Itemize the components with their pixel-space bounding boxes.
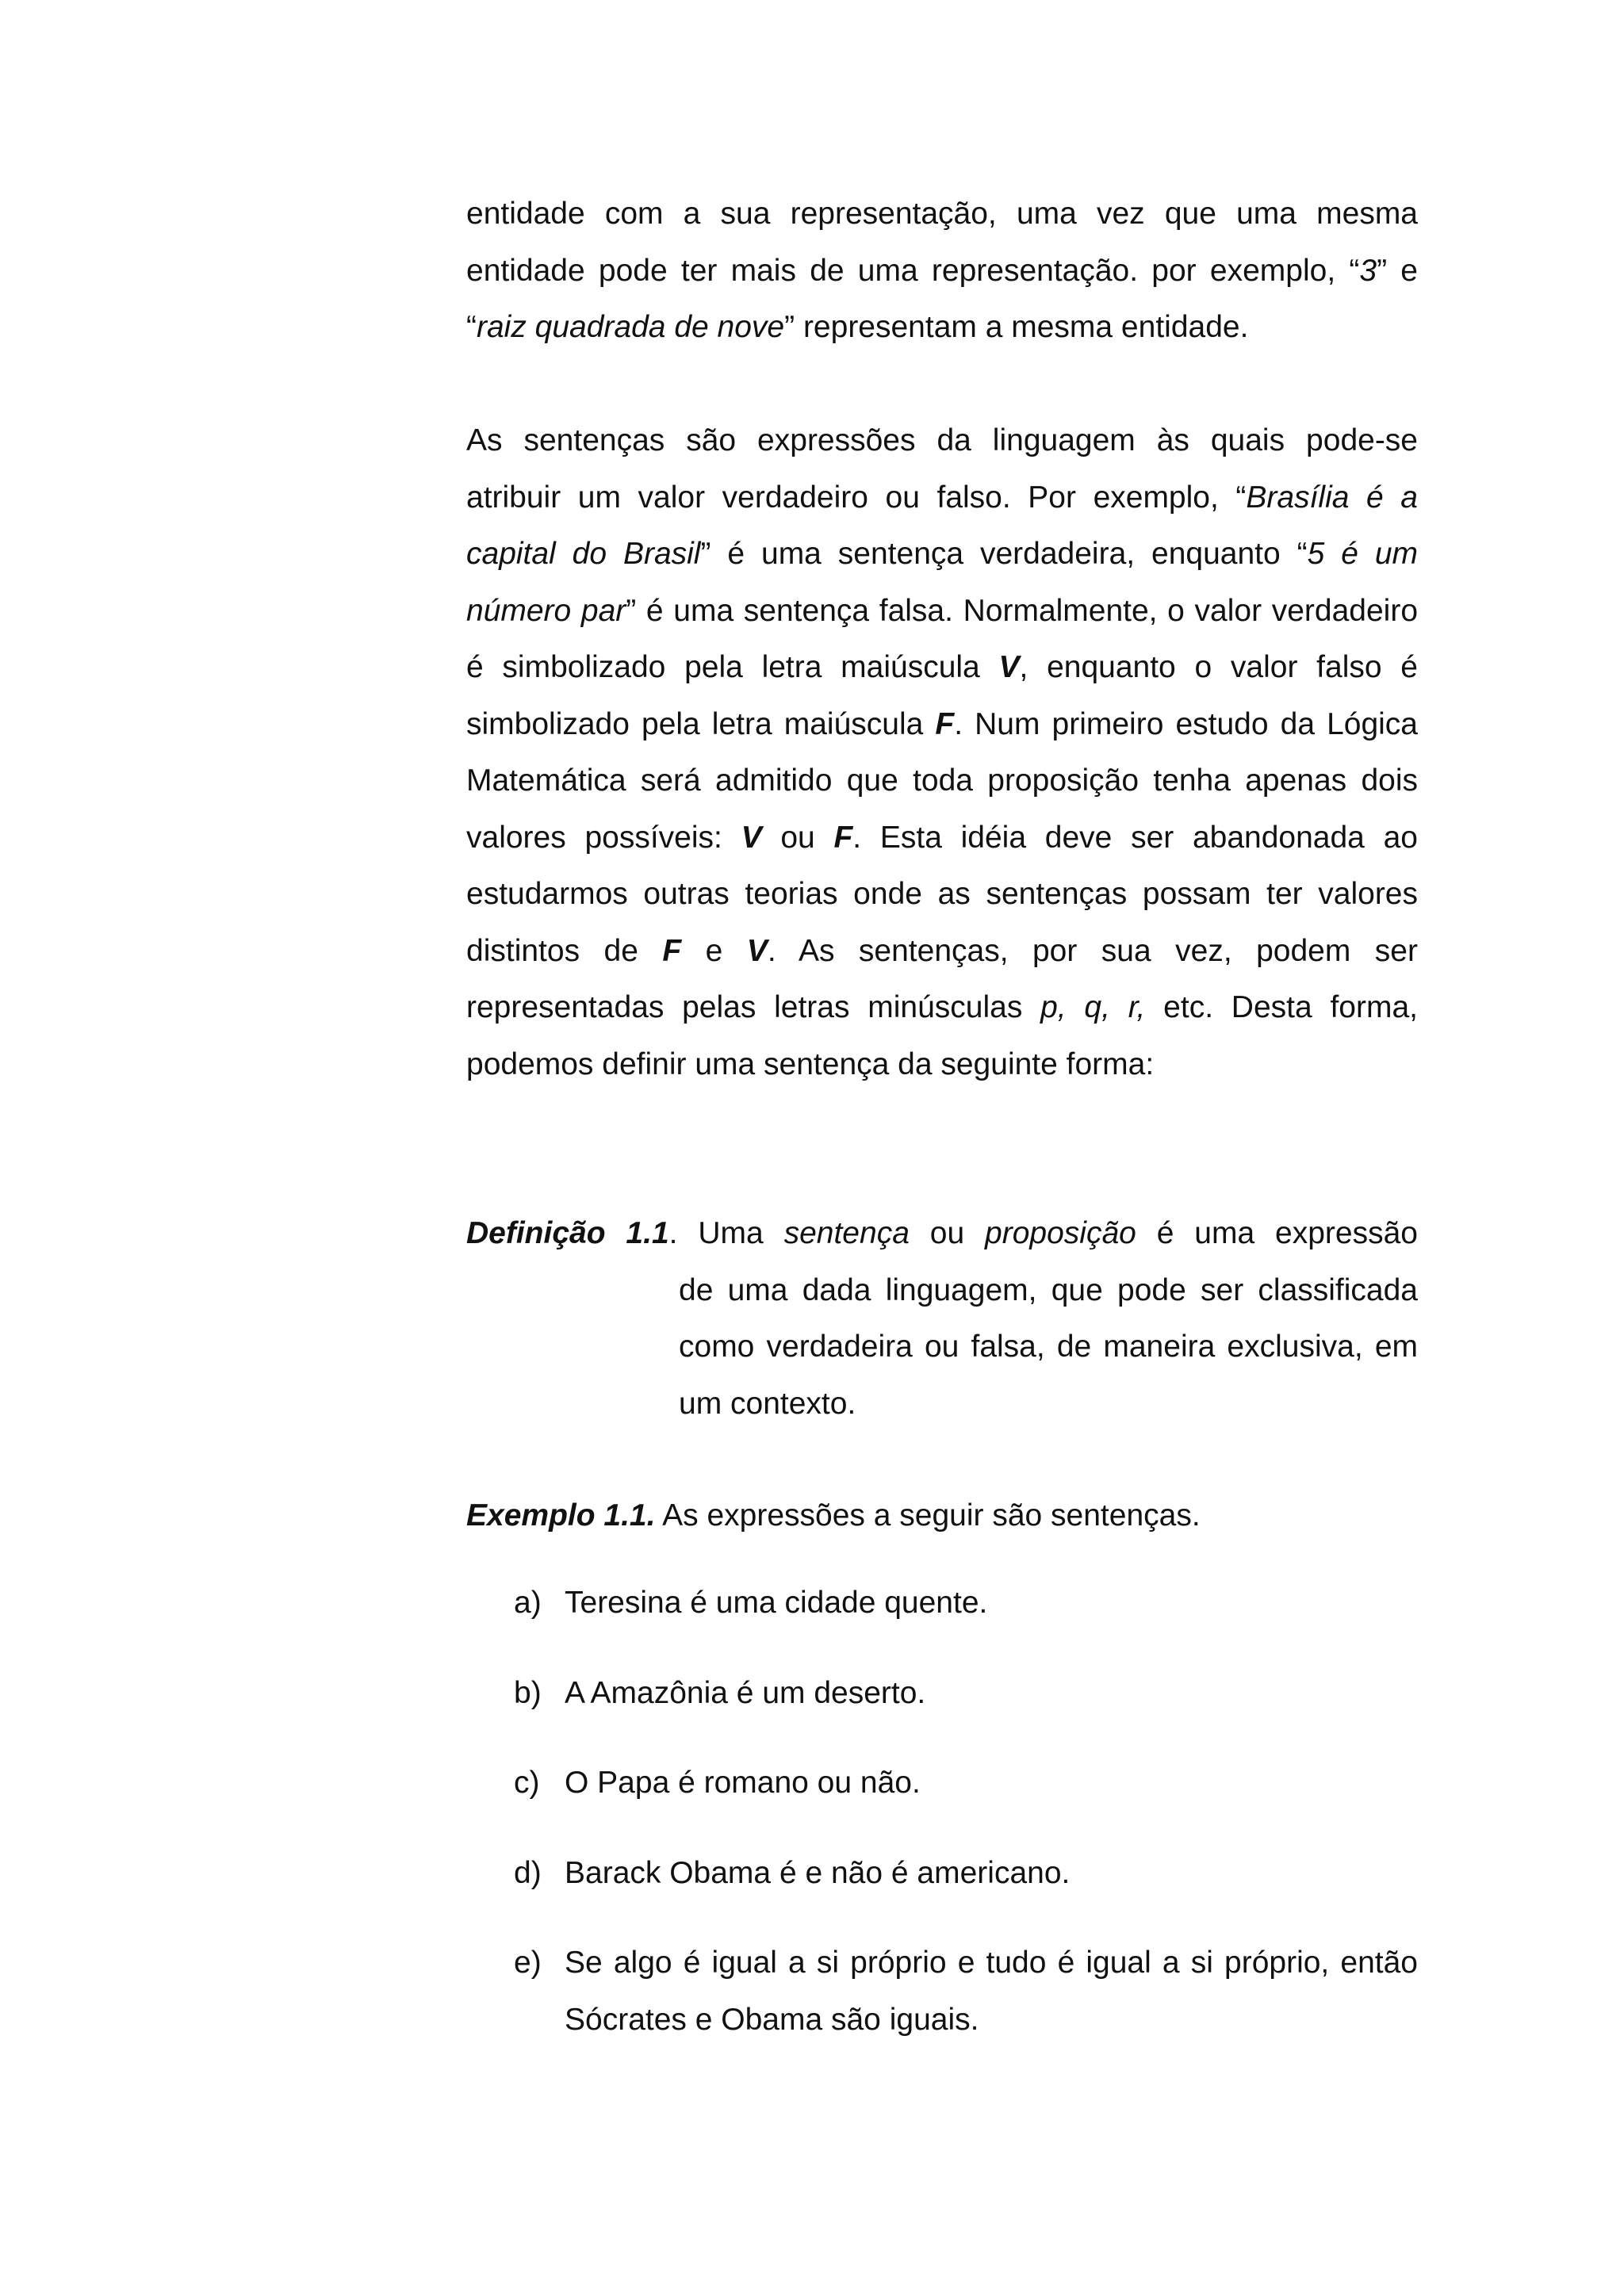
text-run: ou — [909, 1216, 986, 1250]
example-list — [514, 1575, 1418, 2081]
example-text: As expressões a seguir são sentenças. — [655, 1498, 1201, 1533]
italic-example: 5 é um número par — [466, 537, 1419, 628]
truth-value-v: V — [746, 933, 768, 968]
text-run: As sentenças são expressões da linguagem às quais pode-se atribuir um valor verdadeiro ou falso. Por exemplo, “ — [466, 423, 1418, 515]
truth-value-v: V — [741, 820, 762, 855]
italic-example: Brasília é a capital do Brasil — [466, 480, 1418, 571]
text-run: ou — [761, 820, 834, 855]
list-item-text: A Amazônia é um deserto. — [565, 1675, 926, 1710]
list-item-label: b) — [514, 1675, 542, 1710]
italic-variables: p, q, r, — [1040, 990, 1146, 1024]
example-label: Exemplo 1.1. — [466, 1498, 656, 1533]
text-run: . Uma — [668, 1216, 784, 1250]
text-run: é uma expressão — [1136, 1216, 1418, 1250]
text-run: entidade com a sua representação, uma vez que uma mesma entidade pode ter mais de uma representação. por exemplo, “ — [466, 197, 1418, 288]
text-run: . Num primeiro estudo da Lógica Matemática será admitido que toda proposição tenha apenas dois valores possíveis: — [466, 706, 1418, 855]
text-run: e — [681, 933, 747, 968]
text-run: . Esta idéia deve ser abandonada ao estudarmos outras teorias onde as sentenças possam ter valores distintos de — [466, 820, 1418, 968]
list-item — [514, 1934, 1418, 2048]
definition-body: de uma dada linguagem, que pode ser classificada como verdadeira ou falsa, de maneira exclusiva, em um contexto. — [679, 1272, 1418, 1421]
example-heading — [466, 1487, 1418, 1544]
italic-term: 3 — [1359, 253, 1377, 288]
list-item-text: Se algo é igual a si próprio e tudo é igual a si próprio, então Sócrates e Obama são iguais. — [565, 1946, 1418, 2037]
truth-value-v: V — [998, 650, 1020, 684]
definition-label: Definição 1.1 — [466, 1216, 669, 1250]
list-item-label: d) — [514, 1855, 542, 1890]
truth-value-f: F — [935, 706, 955, 741]
paragraph-representation — [466, 186, 1418, 356]
text-run: ” e “ — [466, 253, 1418, 344]
list-item-label: a) — [514, 1586, 542, 1620]
truth-value-f: F — [833, 820, 853, 855]
list-item — [514, 1755, 1418, 1812]
text-run: ” representam a mesma entidade. — [784, 310, 1249, 344]
italic-term: raiz quadrada de nove — [477, 310, 785, 344]
text-run: ” é uma sentença falsa. Normalmente, o valor verdadeiro é simbolizado pela letra maiúscula — [466, 593, 1419, 684]
list-item-text: Barack Obama é e não é americano. — [565, 1855, 1071, 1890]
list-item-text: Teresina é uma cidade quente. — [565, 1586, 988, 1620]
text-run: etc. Desta forma, podemos definir uma sentença da seguinte forma: — [466, 990, 1418, 1081]
paragraph-sentences — [466, 412, 1418, 1093]
text-run: , enquanto o valor falso é simbolizado pela letra maiúscula — [466, 650, 1418, 741]
list-item-label: c) — [514, 1766, 540, 1800]
list-item — [514, 1575, 1418, 1632]
definition-block — [466, 1205, 1418, 1432]
italic-term: proposição — [985, 1216, 1136, 1250]
list-item-text: O Papa é romano ou não. — [565, 1766, 921, 1800]
italic-term: sentença — [783, 1216, 910, 1250]
list-item-label: e) — [514, 1946, 542, 1980]
truth-value-f: F — [662, 933, 682, 968]
text-run: ” é uma sentença verdadeira, enquanto “ — [700, 537, 1308, 571]
text-run: . As sentenças, por sua vez, podem ser representadas pelas letras minúsculas — [466, 933, 1418, 1024]
list-item — [514, 1845, 1418, 1902]
list-item — [514, 1665, 1418, 1722]
